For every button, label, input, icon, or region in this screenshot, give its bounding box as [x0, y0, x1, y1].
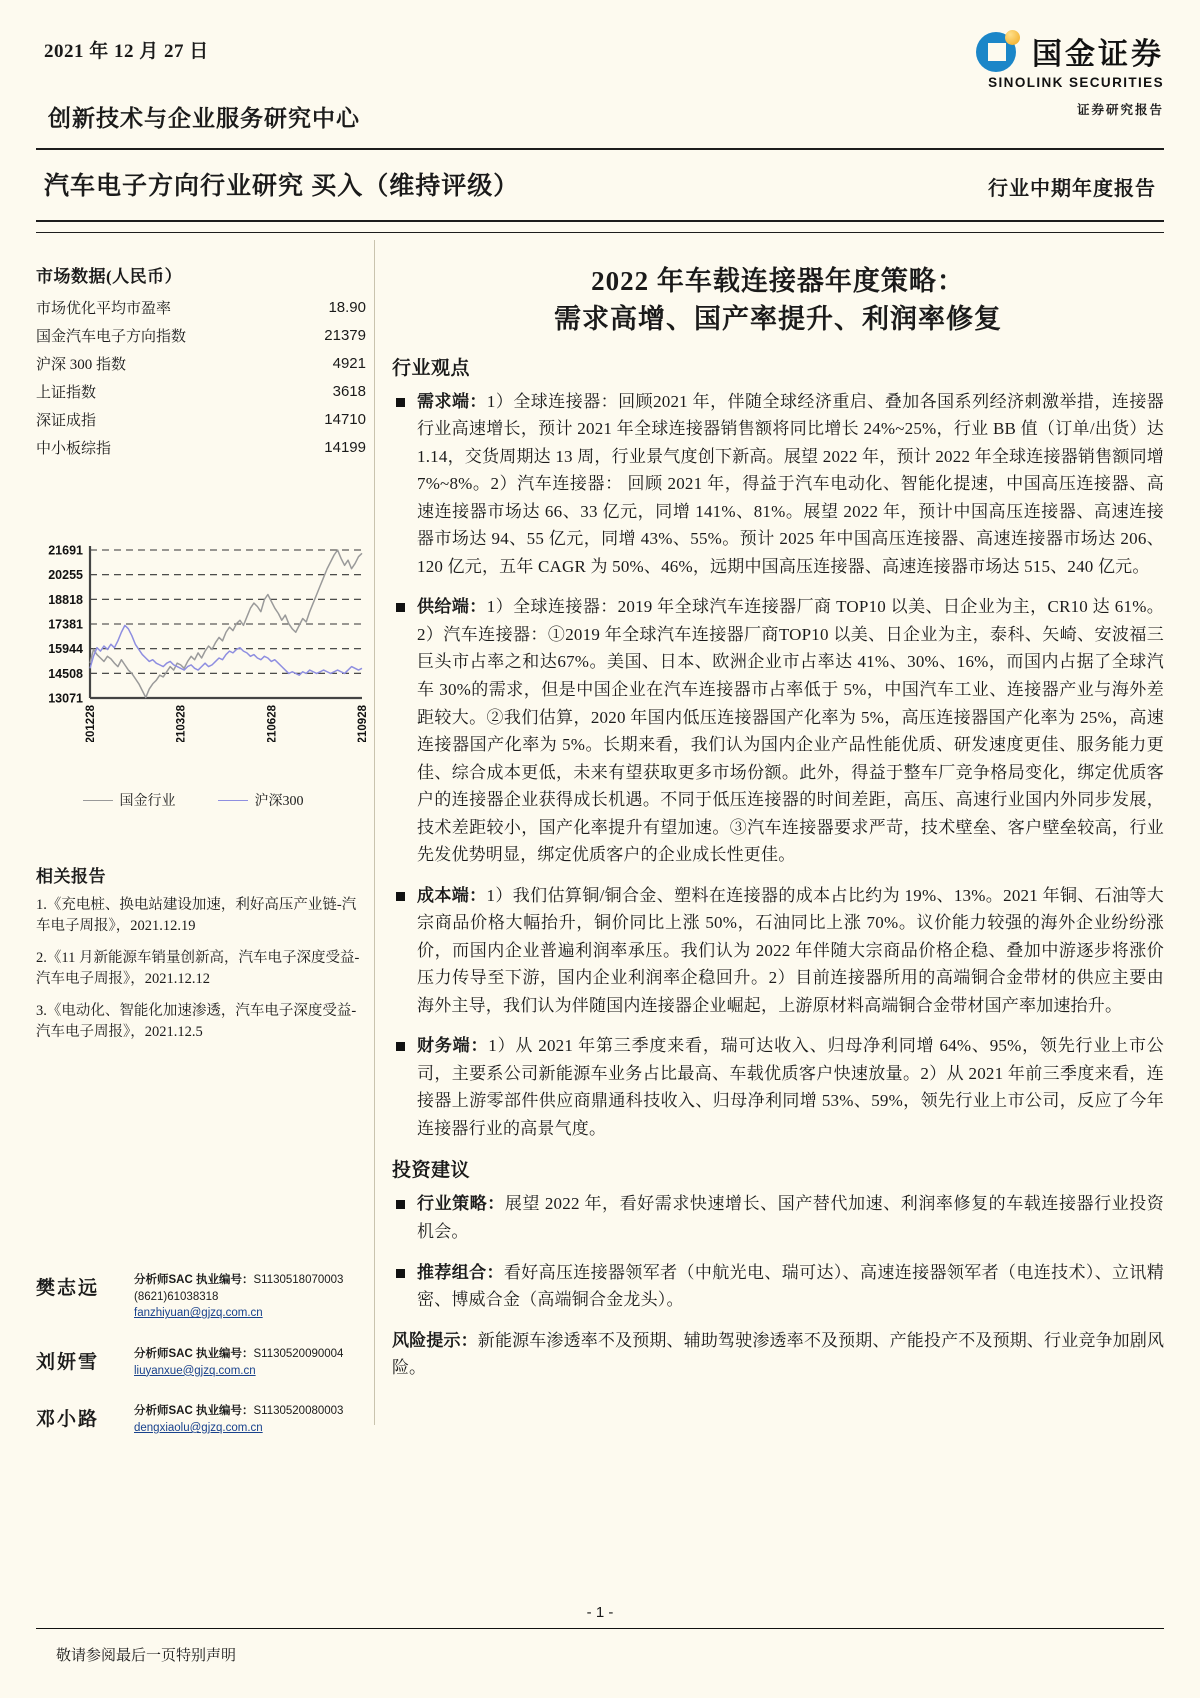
chart-y-tick-label: 14508: [48, 666, 83, 681]
market-data-table: [36, 293, 366, 461]
market-data-value: 3618: [332, 382, 366, 400]
bullet-lead: 推荐组合：: [417, 1262, 504, 1282]
chart-legend: [18, 790, 368, 810]
bullet-financial: [392, 1032, 1164, 1142]
sinolink-logo-icon: [976, 28, 1022, 74]
market-data-value: 14199: [324, 438, 366, 456]
column-divider: [374, 240, 375, 1425]
analyst-sac-number: S1130518070003: [253, 1274, 344, 1286]
page-title-line2: 需求高增、国产率提升、利润率修复: [554, 304, 1002, 335]
bullet-text: 看好高压连接器领军者（中航光电、瑞可达）、高速连接器领军者（电连技术）、立讯精密、博威合金（高端铜合金龙头）。: [417, 1262, 1164, 1310]
analyst-info: [134, 1346, 343, 1379]
divider-thin: [36, 232, 1164, 233]
market-data-label: 国金汽车电子方向指数: [36, 328, 187, 345]
legend-item-1: [218, 790, 304, 810]
bullet-square-icon: [396, 398, 405, 407]
analyst-phone: (8621)61038318: [134, 1290, 219, 1303]
analyst-name: 邓小路: [36, 1409, 100, 1431]
footer-divider: [36, 1628, 1164, 1629]
bullet-strategy: [392, 1190, 1164, 1245]
legend-swatch-line-icon: [83, 800, 113, 801]
market-data-value: 14710: [324, 410, 366, 428]
market-data-value: 21379: [324, 326, 366, 344]
footer-note: 敬请参阅最后一页特别声明: [56, 1648, 237, 1664]
bullet-square-icon: [396, 1200, 405, 1209]
table-row: [36, 377, 366, 405]
table-row: [36, 293, 366, 321]
bullet-square-icon: [396, 1269, 405, 1278]
analyst-email[interactable]: dengxiaolu@gjzq.com.cn: [134, 1422, 263, 1435]
chart-y-tick-label: 17381: [48, 617, 83, 632]
table-row: [36, 349, 366, 377]
bullet-text: 展望 2022 年，看好需求快速增长、国产替代加速、利润率修复的车载连接器行业投资机会。: [417, 1194, 1165, 1241]
market-data-label: 中小板综指: [36, 440, 112, 457]
logo-company-name-en: SINOLINK SECURITIES: [988, 75, 1164, 90]
chart-y-tick-label: 18818: [48, 592, 83, 607]
legend-label: 国金行业: [119, 794, 176, 809]
bullet-text: 1）我们估算铜/铜合金、塑料在连接器的成本占比约为 19%、13%。2021 年铜、石油等大宗商品价格大幅抬升，铜价同比上涨 50%，石油同比上涨 70%。议价能力较强的海外企业纷纷涨价，而国内企业普遍利润率承压。我们认为 2022 年伴随大宗商品价格企稳、叠加中游逐步将涨价压力传导至下游，国内企业利润率企稳回升。2）目前连接器所用的高端铜合金带材的供应主要由海外主导，我们认为伴随国内连接器企业崛起，上游原材料高端铜合金带材国产率加速抬升。: [417, 885, 1164, 1015]
chart-x-tick-label: 201228: [85, 705, 97, 742]
page-title-line1: 2022 年车载连接器年度策略：: [591, 266, 965, 296]
logo-subtitle: 证券研究报告: [1076, 103, 1164, 117]
market-data-title: 市场数据(人民币）: [36, 267, 183, 286]
analyst-sac-label: 分析师SAC 执业编号：: [134, 1405, 254, 1418]
related-reports: [36, 862, 366, 1054]
market-data-label: 沪深 300 指数: [36, 356, 127, 373]
bullet-square-icon: [396, 603, 405, 612]
related-reports-title: 相关报告: [36, 867, 106, 886]
company-logo: [976, 28, 1164, 118]
bullet-body: [417, 593, 1164, 868]
research-center-name: 创新技术与企业服务研究中心: [48, 106, 360, 131]
bullet-supply: [392, 593, 1164, 868]
bullet-body: [417, 1190, 1164, 1245]
chart-svg: [18, 492, 368, 742]
logo-company-name-cn: 国金证券: [1032, 38, 1164, 71]
analyst-email[interactable]: liuyanxue@gjzq.com.cn: [134, 1364, 256, 1377]
analyst-sac-label: 分析师SAC 执业编号：: [134, 1348, 254, 1361]
analyst-info: [134, 1403, 343, 1436]
industry-rating-title: 汽车电子方向行业研究 买入（维持评级）: [44, 173, 520, 200]
bullet-text: 1）从 2021 年第三季度来看，瑞可达收入、归母净利同增 64%、95%，领先行业上市公司，主要系公司新能源车业务占比最高、车载优质客户快速放量。2）从 2021 年前三季度来看，连接器上游零部件供应商鼎通科技收入、归母净利同增 53%、59%，领先行业上市公司，反应了今年连接器行业的高景气度。: [417, 1036, 1164, 1138]
chart-x-tick-label: 210628: [266, 705, 279, 742]
market-data-value: 4921: [332, 354, 366, 372]
report-type-label: 行业中期年度报告: [988, 178, 1156, 200]
report-date: 2021 年 12 月 27 日: [44, 41, 209, 62]
legend-item-0: [83, 790, 176, 810]
bullet-body: [417, 1259, 1164, 1314]
bullet-square-icon: [396, 1042, 405, 1051]
page-title: [392, 262, 1164, 339]
section-heading-investment-advice: 投资建议: [392, 1160, 471, 1182]
table-row: [36, 321, 366, 349]
divider-bottom: [36, 220, 1164, 222]
divider-top: [36, 148, 1164, 150]
chart-x-tick-label: 210928: [357, 705, 368, 742]
analyst-entry: [36, 1346, 372, 1379]
bullet-text: 1）全球连接器：2019 年全球汽车连接器厂商 TOP10 以美、日企业为主，CR10 达 61%。2）汽车连接器：①2019 年全球汽车连接器厂商TOP10 以美、日企业为主，泰科、矢崎、安波福三巨头市占率之和达67%。美国、日本、欧洲企业市占率达 41%、30%、16%，而国内占据了全球汽车 30%的需求，但是中国企业在汽车连接器市占率低于 5%，中国汽车工业、连接器产业与海外差距较大。②我们估算，2020 年国内低压连接器国产化率为 5%，高压连接器国产化率为 25%，高速连接器国产化率为 5%。长期来看，我们认为国内企业产品性能优质、研发速度更佳、服务能力更佳、综合成本更低，未来有望获取更多市场份额。此外，得益于整车厂竞争格局变化，绑定优质客户的连接器企业获得成长机遇。不同于低压连接器的时间差距，高压、高速行业国内外同步发展，技术差距较小，国产化率提升有望加速。③汽车连接器要求严苛，技术壁垒、客户壁垒较高，行业先发优势明显，绑定优质客户的企业成长性更佳。: [417, 597, 1164, 865]
bullet-lead: 需求端：: [417, 391, 487, 411]
page-number: - 1 -: [586, 1604, 614, 1621]
legend-label: 沪深300: [254, 794, 304, 809]
chart-y-tick-label: 15944: [48, 642, 83, 657]
market-data-value: 18.90: [328, 298, 366, 316]
risk-notice-text: 新能源车渗透率不及预期、辅助驾驶渗透率不及预期、产能投产不及预期、行业竞争加剧风险。: [392, 1330, 1164, 1378]
chart-y-tick-label: 21691: [48, 543, 83, 558]
bullet-body: [417, 882, 1164, 1020]
analyst-sac-label: 分析师SAC 执业编号：: [134, 1274, 254, 1286]
table-row: [36, 405, 366, 433]
analyst-list: [36, 1272, 372, 1461]
analyst-name: 樊志远: [36, 1278, 100, 1299]
risk-notice-lead: 风险提示：: [392, 1330, 478, 1350]
index-performance-chart: [18, 492, 368, 742]
chart-y-tick-label: 13071: [48, 691, 83, 706]
analyst-entry: [36, 1272, 372, 1322]
analyst-sac-number: S1130520090004: [253, 1348, 344, 1361]
market-data-label: 深证成指: [36, 412, 97, 429]
bullet-body: [417, 388, 1164, 581]
sidebar: [36, 262, 366, 461]
related-report-item[interactable]: 1.《充电桩、换电站建设加速，利好高压产业链-汽车电子周报》，2021.12.19: [36, 897, 357, 935]
related-report-item[interactable]: 2.《11 月新能源车销量创新高，汽车电子深度受益-汽车电子周报》，2021.12.12: [36, 950, 360, 988]
bullet-lead: 成本端：: [417, 885, 487, 905]
section-heading-industry-view: 行业观点: [392, 357, 471, 379]
analyst-entry: [36, 1403, 372, 1436]
analyst-info: [134, 1272, 343, 1322]
bullet-square-icon: [396, 892, 405, 901]
bullet-text: 1）全球连接器：回顾2021 年，伴随全球经济重启、叠加各国系列经济刺激举措，连接器行业高速增长，预计 2021 年全球连接器销售额将同比增长 24%~25%，行业 BB 值（订单/出货）达 1.14，交货周期达 13 周，行业景气度创下新高。展望 2022 年，预计 2022 年全球连接器销售额同增 7%~8%。2）汽车连接器： 回顾 2021 年，得益于汽车电动化、智能化提速，中国高压连接器、高速连接器市场达 66、33 亿元，同增 141%、81%。展望 2022 年，预计中国高压连接器、高速连接器市场达 94、55 亿元，同增 43%、55%。预计 2025 年中国高压连接器、高速连接器市场达 206、120 亿元，五年 CAGR 为 50%、46%，远期中国高压连接器、高速连接器市场达 515、240 亿元。: [417, 391, 1164, 576]
bullet-lead: 行业策略：: [417, 1194, 505, 1214]
analyst-name: 刘妍雪: [36, 1352, 100, 1374]
bullet-portfolio: [392, 1259, 1164, 1314]
related-report-item[interactable]: 3.《电动化、智能化加速渗透，汽车电子深度受益-汽车电子周报》，2021.12.5: [36, 1003, 357, 1041]
market-data-label: 市场优化平均市盈率: [36, 300, 172, 317]
market-data-label: 上证指数: [36, 384, 97, 401]
main-content: [392, 262, 1164, 1392]
bullet-lead: 供给端：: [417, 597, 487, 617]
bullet-demand: [392, 388, 1164, 581]
bullet-body: [417, 1032, 1164, 1142]
analyst-email[interactable]: fanzhiyuan@gjzq.com.cn: [134, 1307, 263, 1320]
bullet-cost: [392, 882, 1164, 1020]
bullet-lead: 财务端：: [417, 1036, 489, 1056]
risk-notice: [392, 1327, 1164, 1382]
analyst-sac-number: S1130520080003: [253, 1405, 344, 1418]
legend-swatch-line-icon: [218, 800, 248, 801]
chart-x-tick-label: 210328: [175, 705, 188, 742]
chart-y-tick-label: 20255: [48, 568, 83, 583]
table-row: [36, 433, 366, 461]
